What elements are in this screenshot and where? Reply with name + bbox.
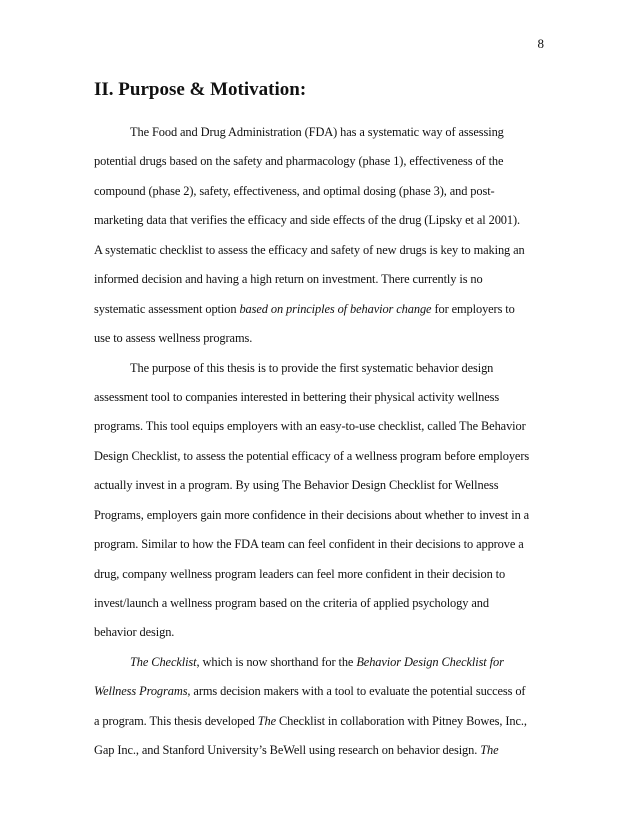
text-run: Gap Inc., and Stanford University’s BeWell using research on behavior design.	[94, 743, 481, 758]
emphasis-text: based on principles of behavior change	[239, 301, 432, 316]
emphasis-text: The Checklist	[130, 654, 197, 669]
text-line: drug, company wellness program leaders can feel more confident in their decision to	[94, 566, 506, 581]
emphasis-text: The	[257, 713, 277, 728]
text-run: a program. This thesis developed	[94, 713, 258, 728]
text-line: A systematic checklist to assess the efficacy and safety of new drugs is key to making an	[94, 242, 525, 257]
text-run: , arms decision makers with a tool to evaluate the potential success of	[187, 684, 526, 699]
text-line: program. Similar to how the FDA team can feel confident in their decisions to approve a	[94, 537, 524, 552]
text-line: use to assess wellness programs.	[94, 331, 253, 346]
body-text	[94, 118, 546, 766]
text-line: actually invest in a program. By using The Behavior Design Checklist for Wellness	[94, 478, 499, 493]
text-line	[94, 736, 546, 765]
text-line: invest/launch a wellness program based on the criteria of applied psychology and	[94, 596, 489, 610]
text-line: compound (phase 2), safety, effectiveness, and optimal dosing (phase 3), and post-	[94, 183, 495, 198]
section-heading: II. Purpose & Motivation:	[94, 79, 307, 100]
text-line	[94, 707, 546, 736]
text-line: assessment tool to companies interested in bettering their physical activity wellness	[94, 389, 500, 404]
text-line: informed decision and having a high return on investment. There currently is no	[94, 272, 483, 287]
emphasis-text: Wellness Programs	[94, 684, 188, 699]
text-line	[94, 648, 546, 677]
text-line: The Food and Drug Administration (FDA) has a systematic way of assessing	[130, 125, 504, 139]
emphasis-text: The	[480, 743, 499, 758]
text-run: systematic assessment option	[94, 301, 240, 316]
text-line: Programs, employers gain more confidence in their decisions about whether to invest in a	[94, 507, 530, 522]
text-line: behavior design.	[94, 625, 175, 640]
text-line	[94, 677, 546, 706]
text-line: Design Checklist, to assess the potential efficacy of a wellness program before employers	[94, 448, 530, 463]
text-line: potential drugs based on the safety and pharmacology (phase 1), effectiveness of the	[94, 154, 504, 169]
text-line	[94, 295, 546, 324]
page-number: 8	[537, 36, 544, 51]
text-run: Checklist in collaboration with Pitney Bowes, Inc.,	[276, 713, 527, 728]
emphasis-text: Behavior Design Checklist for	[356, 654, 504, 669]
text-line: programs. This tool equips employers with an easy-to-use checklist, called The Behavior	[94, 419, 526, 434]
text-run: , which is now shorthand for the	[196, 654, 357, 669]
text-line: marketing data that verifies the efficacy and side effects of the drug (Lipsky et al 2001).	[94, 213, 521, 228]
text-line: The purpose of this thesis is to provide the first systematic behavior design	[130, 360, 494, 375]
text-run: for employers to	[431, 301, 515, 316]
